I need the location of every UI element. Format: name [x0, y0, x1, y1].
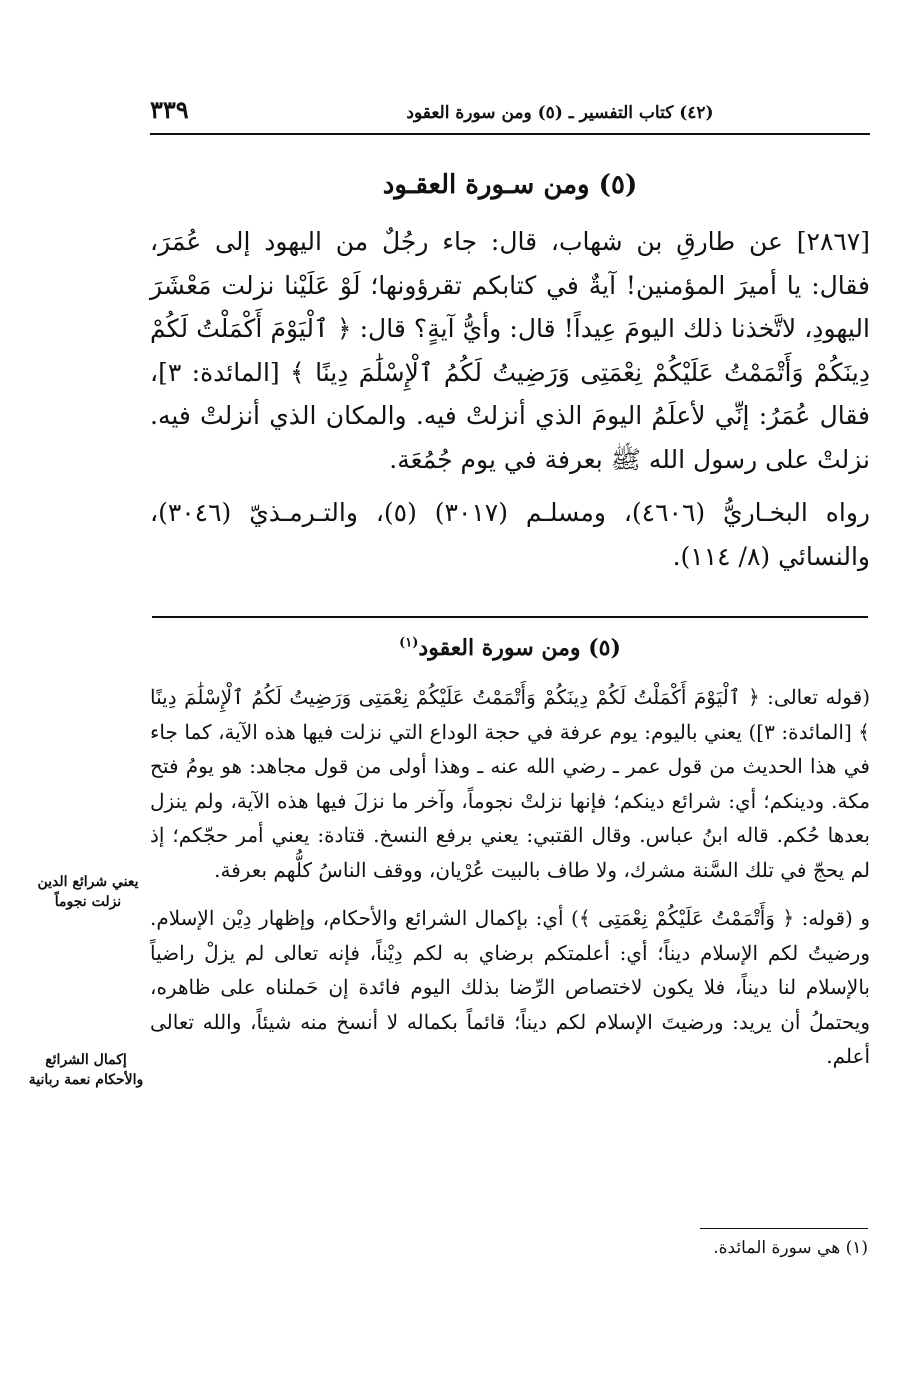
commentary-block [150, 680, 870, 1074]
running-head: (٤٢) كتاب التفسير ـ (٥) ومن سورة العقود [406, 103, 714, 123]
commentary-paragraph-1: (قوله تعالى: ﴿ ٱلْيَوْمَ أَكْمَلْتُ لَكُمْ دِينَكُمْ وَأَتْمَمْتُ عَلَيْكُمْ نِعْمَتِى وَرَضِيتُ لَكُمُ ٱلْإِسْلَٰمَ دِينًا ﴾ [المائدة: ٣]) يعني باليوم: يوم عرفة في حجة الوداع التي نزلت فيها هذه الآية، كما جاء في هذا الحديث من قول عمر ـ رضي الله عنه ـ وهذا أولى من قول مجاهد: هو يومُ فتح مكة. ودينكم؛ أي: شرائع دينكم؛ فإنها نزلتْ نجوماً، وآخر ما نزلَ فيها هذه الآية، ولم ينزل بعدها حُكم. قاله ابنُ عباس. وقال القتبي: يعني برفع النسخ. قتادة: يعني أمر حجّكم؛ إذ لم يحجّ في تلك السَّنة مشرك، ولا طاف بالبيت عُرْيان، ووقف الناسُ كلُّهم بعرفة. [150, 685, 870, 882]
margin-note-2: إكمال الشرائع والأحكام نعمة ربانية [28, 1052, 144, 1088]
commentary-title [150, 635, 870, 661]
page-number: ٣٣٩ [150, 95, 189, 124]
margin-note-1: يعني شرائع الدين نزلت نجوماً [37, 874, 139, 910]
hadith-text: [٢٨٦٧] عن طارقِ بن شهاب، قال: جاء رجُلٌ من اليهود إلى عُمَرَ، فقال: يا أميرَ المؤمنين! آيةٌ في كتابكم تقرؤونها؛ لَوْ عَلَيْنا نزلت مَعْشَرَ اليهودِ، لاتَّخذنا ذلك اليومَ عِيداً! قال: وأيُّ آيةٍ؟ قال: ﴿ ٱلْيَوْمَ أَكْمَلْتُ لَكُمْ دِينَكُمْ وَأَتْمَمْتُ عَلَيْكُمْ نِعْمَتِى وَرَضِيتُ لَكُمُ ٱلْإِسْلَٰمَ دِينًا ﴾ [المائدة: ٣]، فقال عُمَرُ: إنِّي لأعلَمُ اليومَ الذي أنزلتْ فيه. والمكان الذي أنزلتْ فيه. نزلتْ على رسول الله ﷺ بعرفة في يوم جُمُعَة. [150, 227, 870, 474]
commentary-title-text: (٥) ومن سورة العقود [418, 635, 621, 661]
commentary-paragraph-2: و (قوله: ﴿ وَأَتْمَمْتُ عَلَيْكُمْ نِعْمَتِى ﴾) أي: بإكمال الشرائع والأحكام، وإظهار دِيْن الإسلام. ورضيتُ لكم الإسلام ديناً؛ أي: أعلمتكم برضاي به لكم دِيْناً، فإنه تعالى لم يزلْ راضياً بالإسلام لنا ديناً، فلا يكون لاختصاص الرِّضا بذلك اليوم فائدة إن حَملناه على ظاهره، ويحتملُ أن يريد: ورضيتَ الإسلام لكم ديناً؛ قائماً بكماله لا أنسخ منه شيئاً، والله تعالى أعلم. [150, 906, 870, 1068]
footnote-marker: (١) [399, 635, 419, 651]
hadith-block [150, 220, 870, 578]
footnote: (١) هي سورة المائدة. [713, 1238, 868, 1258]
narration-sources: رواه البخـاريُّ (٤٦٠٦)، ومسلـم (٣٠١٧) (٥)، والتـرمـذيّ (٣٠٤٦)، والنسائي (٨/ ١١٤). [150, 498, 870, 571]
header-rule [150, 133, 870, 135]
section-divider [152, 616, 868, 618]
footnote-rule [700, 1228, 868, 1229]
chapter-title: (٥) ومن سـورة العقـود [382, 170, 638, 200]
